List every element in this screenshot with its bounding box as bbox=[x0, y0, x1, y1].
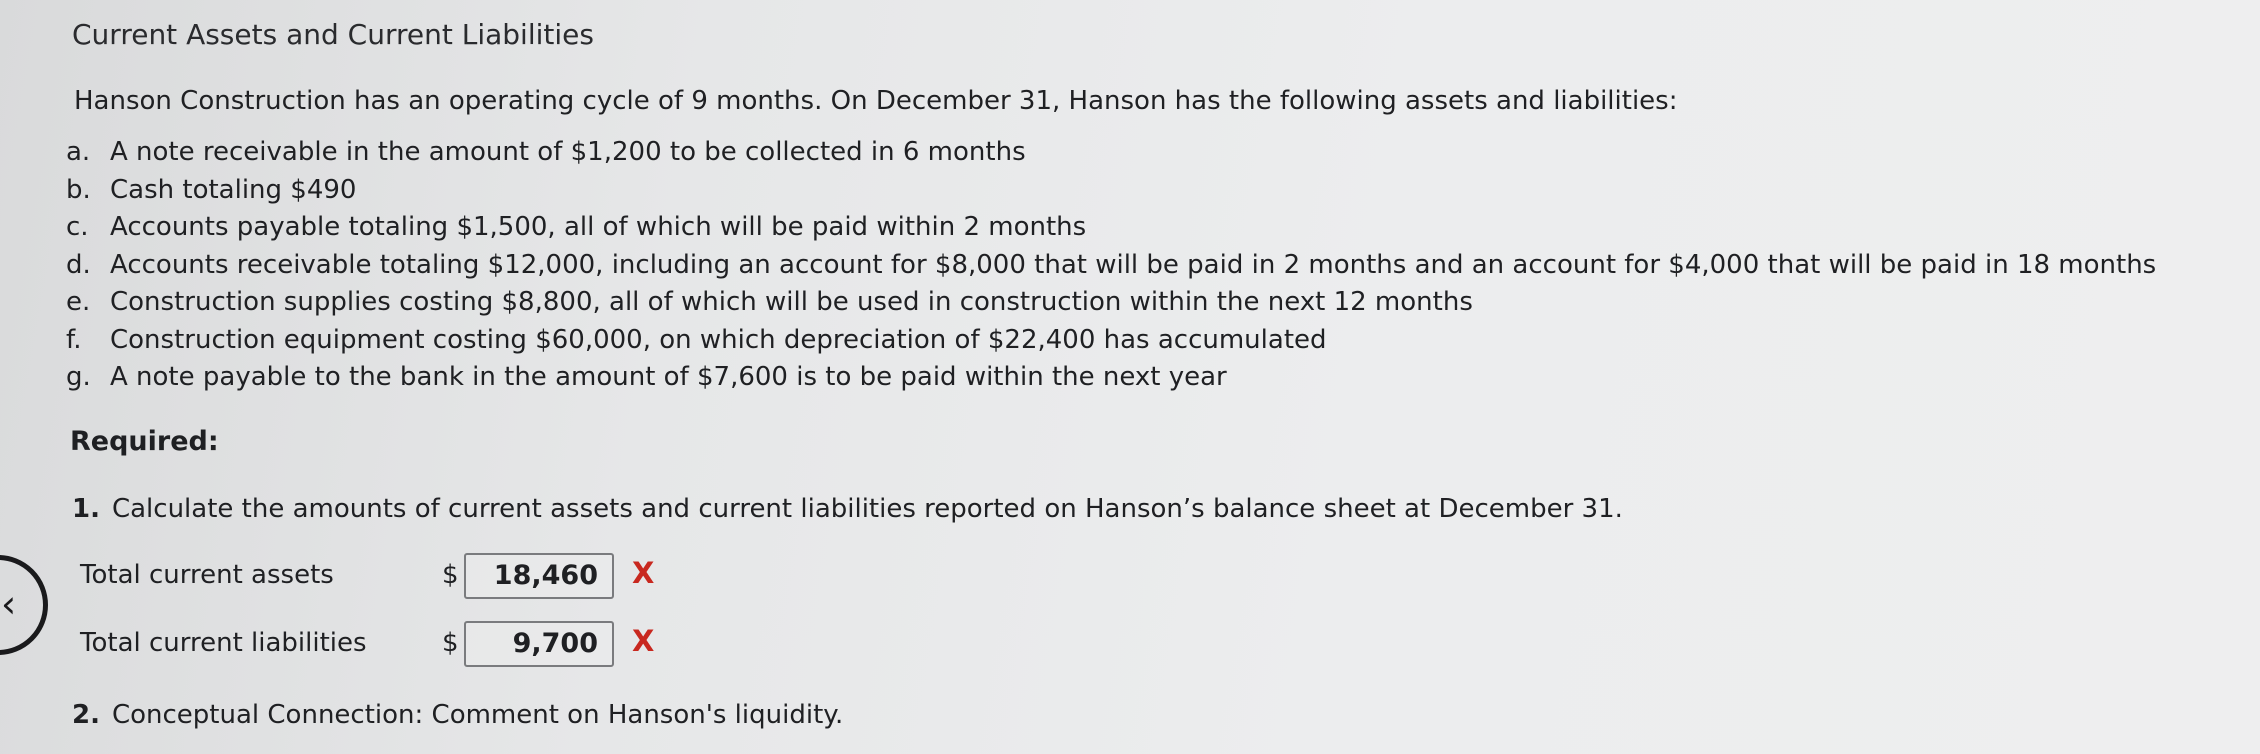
currency-symbol: $ bbox=[442, 560, 459, 590]
currency-symbol: $ bbox=[442, 628, 459, 658]
chevron-left-icon: ‹ bbox=[1, 582, 17, 626]
item-letter: g. bbox=[66, 362, 91, 392]
list-item bbox=[66, 209, 2156, 247]
item-letter: b. bbox=[66, 174, 91, 205]
list-item bbox=[66, 284, 2156, 322]
question-1 bbox=[72, 494, 1623, 524]
question-1-text: Calculate the amounts of current assets and current liabilities reported on Hanson’s balance sheet at December 31. bbox=[111, 494, 1623, 524]
item-text: Construction equipment costing $60,000, on which depreciation of $22,400 has accumulated bbox=[110, 324, 1327, 355]
asset-liability-list bbox=[66, 134, 2156, 397]
previous-nav-button[interactable] bbox=[0, 555, 48, 655]
list-item bbox=[66, 359, 2156, 397]
list-item bbox=[66, 134, 2156, 172]
incorrect-mark-icon: X bbox=[632, 556, 655, 590]
required-heading: Required: bbox=[70, 426, 219, 457]
item-letter: f. bbox=[66, 324, 82, 355]
list-item bbox=[66, 247, 2156, 285]
item-letter: d. bbox=[66, 249, 91, 280]
incorrect-mark-icon: X bbox=[632, 624, 655, 658]
item-text: Cash totaling $490 bbox=[110, 174, 357, 205]
item-text: Accounts payable totaling $1,500, all of which will be paid within 2 months bbox=[110, 212, 1087, 242]
total-current-assets-input[interactable]: 18,460 bbox=[464, 553, 614, 599]
item-letter: c. bbox=[66, 212, 89, 242]
total-current-liabilities-input[interactable]: 9,700 bbox=[464, 621, 614, 667]
problem-title: Current Assets and Current Liabilities bbox=[72, 18, 594, 51]
item-text: Construction supplies costing $8,800, all of which will be used in construction within the next 12 months bbox=[110, 287, 1473, 317]
question-2-number: 2. bbox=[72, 700, 100, 730]
question-2 bbox=[72, 700, 843, 730]
question-2-text: Conceptual Connection: Comment on Hanson's liquidity. bbox=[111, 700, 844, 730]
item-text: Accounts receivable totaling $12,000, including an account for $8,000 that will be paid in 2 months and an account for $4,000 that will be paid in 18 months bbox=[110, 249, 2157, 280]
item-letter: e. bbox=[66, 287, 91, 317]
item-text: A note receivable in the amount of $1,200 to be collected in 6 months bbox=[110, 137, 1026, 167]
total-current-assets-label: Total current assets bbox=[80, 560, 334, 590]
question-1-number: 1. bbox=[72, 494, 100, 524]
item-text: A note payable to the bank in the amount of $7,600 is to be paid within the next year bbox=[110, 362, 1227, 392]
item-letter: a. bbox=[66, 137, 91, 167]
total-current-liabilities-label: Total current liabilities bbox=[80, 628, 367, 658]
list-item bbox=[66, 322, 2156, 360]
list-item bbox=[66, 172, 2156, 210]
problem-intro: Hanson Construction has an operating cycle of 9 months. On December 31, Hanson has the following assets and liabilities: bbox=[74, 86, 1678, 116]
